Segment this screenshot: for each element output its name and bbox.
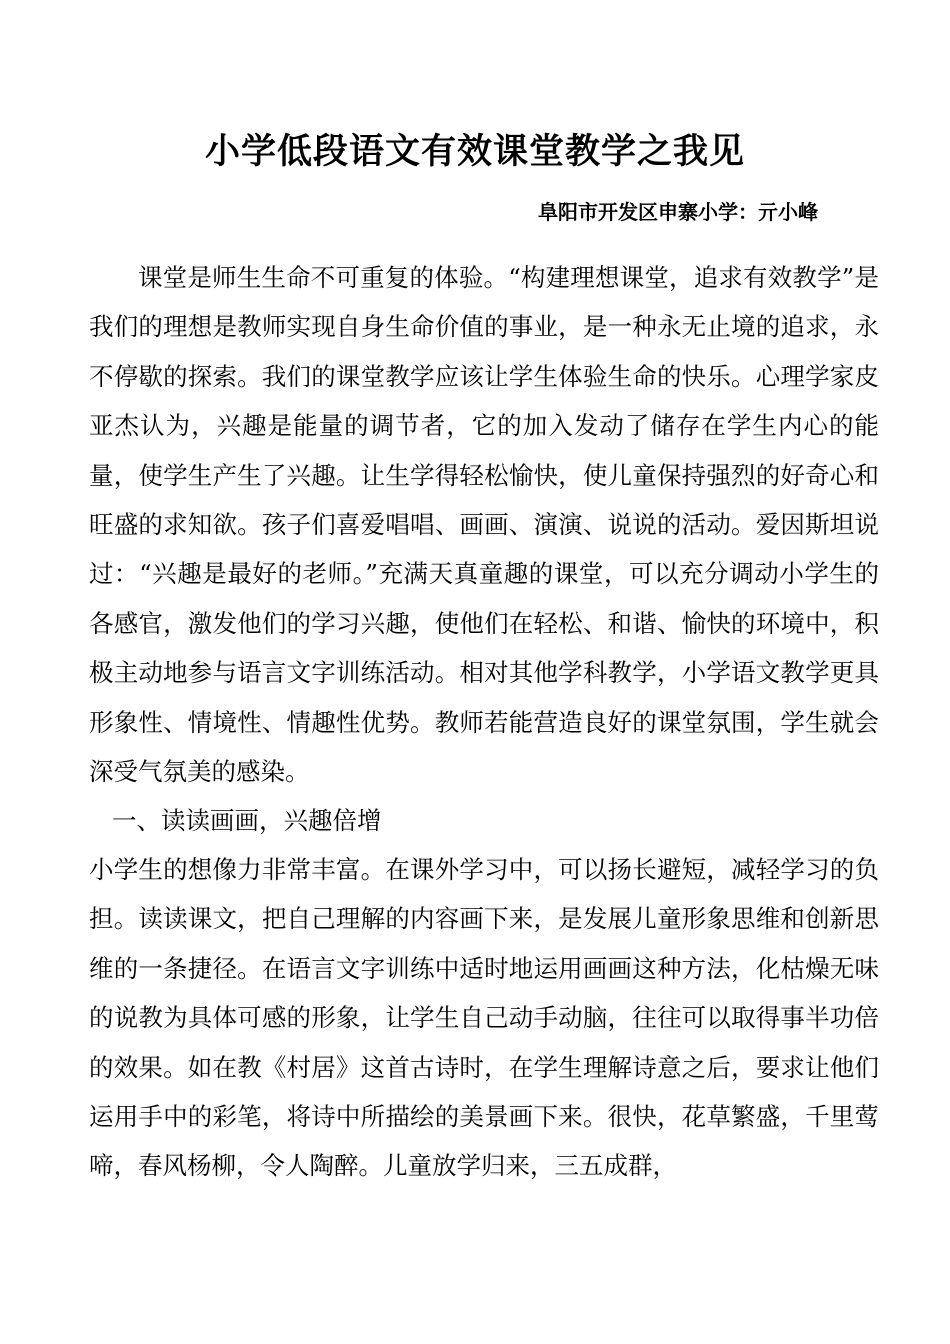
document-title: 小学低段语文有效课堂教学之我见	[204, 131, 745, 172]
paragraph-intro	[89, 253, 879, 796]
paragraph-text: 小学生的想像力非常丰富。在课外学习中，可以扬长避短，减轻学习的负担。读读课文，把自己理解的内容画下来，是发展儿童形象思维和创新思维的一条捷径。在语言文字训练中适时地运用画画这种方法，化枯燥无味的说教为具体可感的形象，让学生自己动手动脑，往往可以取得事半功倍的效果。如在教《村居》这首古诗时，在学生理解诗意之后，要求让他们运用手中的彩笔，将诗中所描绘的美景画下来。很快，花草繁盛，千里莺啼，春风杨柳，令人陶醉。儿童放学归来，三五成群，	[89, 855, 879, 1181]
author-line: 阜阳市开发区申寨小学：亓小峰	[538, 200, 818, 224]
paragraph-text: 课堂是师生生命不可重复的体验。“构建理想课堂，追求有效教学”是我们的理想是教师实现自身生命价值的事业，是一种永无止境的追求，永不停歇的探索。我们的课堂教学应该让学生体验生命的快乐。心理学家皮亚杰认为，兴趣是能量的调节者，它的加入发动了储存在学生内心的能量，使学生产生了兴趣。让生学得轻松愉快，使儿童保持强烈的好奇心和旺盛的求知欲。孩子们喜爱唱唱、画画、演演、说说的活动。爱因斯坦说过：“兴趣是最好的老师。”充满天真童趣的课堂，可以充分调动小学生的各感官，激发他们的学习兴趣，使他们在轻松、和谐、愉快的环境中，积极主动地参与语言文字训练活动。相对其他学科教学，小学语文教学更具形象性、情境性、情趣性优势。教师若能营造良好的课堂氛围，学生就会深受气氛美的感染。	[89, 263, 879, 787]
section-heading: 一、读读画画，兴趣倍增	[112, 806, 382, 835]
paragraph-section-one	[89, 845, 879, 1191]
